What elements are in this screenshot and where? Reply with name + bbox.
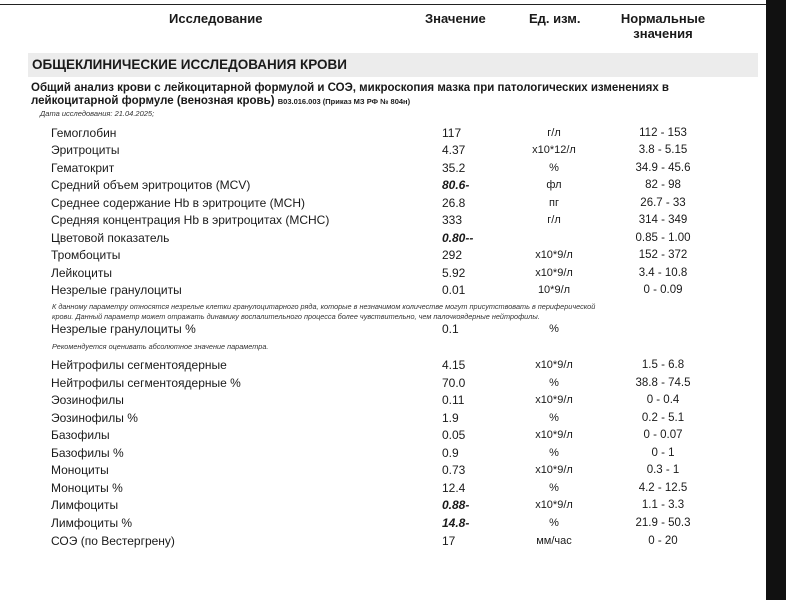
row-reference-range: 0.2 - 5.1 bbox=[641, 412, 685, 424]
row-unit: % bbox=[549, 482, 559, 494]
row-reference-range: 0.85 - 1.00 bbox=[635, 232, 691, 244]
panel-code: В03.016.003 (Приказ МЗ РФ № 804н) bbox=[277, 97, 411, 106]
row-test-name: Тромбоциты bbox=[51, 248, 121, 262]
row-unit: % bbox=[549, 412, 559, 424]
row-unit: % bbox=[549, 447, 559, 459]
row-test-name: Нейтрофилы сегментоядерные bbox=[51, 358, 227, 372]
row-value: 14.8- bbox=[442, 516, 470, 530]
row-value: 70.0 bbox=[442, 376, 466, 390]
table-row bbox=[28, 357, 760, 374]
row-unit: % bbox=[549, 323, 559, 335]
section-title: ОБЩЕКЛИНИЧЕСКИЕ ИССЛЕДОВАНИЯ КРОВИ bbox=[28, 53, 758, 77]
table-row bbox=[28, 375, 760, 392]
row-test-name: Лимфоциты bbox=[51, 498, 119, 512]
row-value: 26.8 bbox=[442, 196, 466, 210]
row-value: 117 bbox=[442, 126, 462, 140]
row-test-name: Нейтрофилы сегментоядерные % bbox=[51, 376, 241, 390]
row-test-name: Гематокрит bbox=[51, 161, 115, 175]
row-reference-range: 0 - 20 bbox=[648, 535, 678, 547]
row-unit: пг bbox=[549, 197, 559, 209]
table-row bbox=[28, 230, 760, 247]
row-test-name: Лейкоциты bbox=[51, 266, 113, 280]
row-value: 0.9 bbox=[442, 446, 459, 460]
row-reference-range: 0 - 1 bbox=[651, 447, 675, 459]
row-reference-range: 1.5 - 6.8 bbox=[641, 359, 685, 371]
row-test-name: СОЭ (по Вестергрену) bbox=[51, 534, 175, 548]
table-row bbox=[28, 212, 760, 229]
row-value: 5.92 bbox=[442, 266, 466, 280]
row-test-name: Незрелые гранулоциты % bbox=[51, 322, 196, 336]
note-absolute-value: Рекомендуется оценивать абсолютное значение параметра. bbox=[52, 342, 269, 351]
row-value: 0.88- bbox=[442, 498, 470, 512]
row-unit: % bbox=[549, 517, 559, 529]
row-value: 17 bbox=[442, 534, 456, 548]
row-value: 0.05 bbox=[442, 428, 466, 442]
row-test-name: Моноциты bbox=[51, 463, 109, 477]
row-unit: x10*9/л bbox=[535, 429, 573, 441]
row-reference-range: 82 - 98 bbox=[645, 179, 681, 191]
row-unit: x10*9/л bbox=[535, 359, 573, 371]
table-row bbox=[28, 480, 760, 497]
row-unit: 10*9/л bbox=[537, 284, 571, 296]
row-unit: фл bbox=[546, 179, 562, 191]
row-value: 1.9 bbox=[442, 411, 459, 425]
table-row bbox=[28, 497, 760, 514]
row-reference-range: 0 - 0.07 bbox=[643, 429, 683, 441]
table-row bbox=[28, 515, 760, 532]
row-reference-range: 0 - 0.4 bbox=[646, 394, 680, 406]
table-row bbox=[28, 177, 760, 194]
row-value: 333 bbox=[442, 213, 463, 227]
note-line: К данному параметру относятся незрелые клетки гранулоцитарного ряда, которые в незначимом количестве могут присутствовать в периферической bbox=[52, 302, 596, 311]
row-reference-range: 34.9 - 45.6 bbox=[635, 162, 691, 174]
row-unit: мм/час bbox=[536, 535, 572, 547]
column-header-unit: Ед. изм. bbox=[529, 11, 581, 26]
row-reference-range: 21.9 - 50.3 bbox=[635, 517, 691, 529]
row-value: 4.37 bbox=[442, 143, 466, 157]
row-value: 0.11 bbox=[442, 393, 465, 407]
row-reference-range: 1.1 - 3.3 bbox=[641, 499, 685, 511]
column-header-reference bbox=[618, 11, 708, 41]
table-row bbox=[28, 427, 760, 444]
row-test-name: Лимфоциты % bbox=[51, 516, 133, 530]
table-row bbox=[28, 160, 760, 177]
note-line: крови. Данный параметр может отражать динамику воспалительного процесса более чувствительно, чем палочкоядерные нейтрофилы. bbox=[52, 311, 540, 321]
row-test-name: Средний объем эритроцитов (MCV) bbox=[51, 178, 251, 192]
row-test-name: Эритроциты bbox=[51, 143, 120, 157]
row-value: 0.80-- bbox=[442, 231, 474, 245]
row-test-name: Незрелые гранулоциты bbox=[51, 283, 182, 297]
row-test-name: Гемоглобин bbox=[51, 126, 117, 140]
table-row bbox=[28, 321, 760, 338]
row-value: 292 bbox=[442, 248, 463, 262]
table-row bbox=[28, 125, 760, 142]
row-reference-range: 3.4 - 10.8 bbox=[638, 267, 688, 279]
row-unit: % bbox=[549, 162, 559, 174]
study-date: Дата исследования: 21.04.2025; bbox=[40, 109, 155, 118]
column-header-reference-line1: Нормальные bbox=[620, 11, 706, 26]
row-reference-range: 152 - 372 bbox=[638, 249, 688, 261]
row-unit: г/л bbox=[547, 214, 561, 226]
row-reference-range: 314 - 349 bbox=[638, 214, 688, 226]
row-unit: x10*9/л bbox=[535, 499, 573, 511]
row-reference-range: 3.8 - 5.15 bbox=[638, 144, 688, 156]
table-row bbox=[28, 462, 760, 479]
row-test-name: Базофилы bbox=[51, 428, 110, 442]
row-reference-range: 0 - 0.09 bbox=[643, 284, 683, 296]
row-value: 0.73 bbox=[442, 463, 466, 477]
row-test-name: Эозинофилы % bbox=[51, 411, 138, 425]
row-value: 0.1 bbox=[442, 322, 459, 336]
column-header-test: Исследование bbox=[169, 11, 263, 26]
table-row bbox=[28, 445, 760, 462]
row-value: 80.6- bbox=[442, 178, 470, 192]
row-test-name: Моноциты % bbox=[51, 481, 123, 495]
column-header-reference-line2: значения bbox=[633, 26, 693, 41]
table-row bbox=[28, 392, 760, 409]
row-test-name: Базофилы % bbox=[51, 446, 124, 460]
row-reference-range: 0.3 - 1 bbox=[646, 464, 680, 476]
row-unit: % bbox=[549, 377, 559, 389]
screen-edge bbox=[766, 0, 786, 600]
table-row bbox=[28, 282, 760, 299]
row-unit: x10*9/л bbox=[535, 464, 573, 476]
row-unit: x10*9/л bbox=[535, 249, 573, 261]
row-value: 4.15 bbox=[442, 358, 466, 372]
row-test-name: Цветовой показатель bbox=[51, 231, 170, 245]
row-test-name: Эозинофилы bbox=[51, 393, 124, 407]
lab-report-page bbox=[28, 0, 760, 600]
row-unit: x10*12/л bbox=[532, 144, 576, 156]
note-immature-granulocytes bbox=[52, 302, 752, 321]
row-unit: x10*9/л bbox=[535, 267, 573, 279]
row-reference-range: 112 - 153 bbox=[639, 127, 687, 139]
row-value: 0.01 bbox=[442, 283, 466, 297]
table-row bbox=[28, 142, 760, 159]
row-value: 12.4 bbox=[442, 481, 466, 495]
row-unit: x10*9/л bbox=[535, 394, 573, 406]
row-reference-range: 4.2 - 12.5 bbox=[638, 482, 688, 494]
table-row bbox=[28, 533, 760, 550]
row-unit: г/л bbox=[547, 127, 561, 139]
panel-title-text: Общий анализ крови с лейкоцитарной формулой и СОЭ, микроскопия мазка при патологических изменениях в лейкоцитарной формуле (венозная кровь) bbox=[31, 82, 669, 107]
row-test-name: Среднее содержание Hb в эритроците (MCH) bbox=[51, 196, 305, 210]
column-header-value: Значение bbox=[425, 11, 486, 26]
row-value: 35.2 bbox=[442, 161, 466, 175]
table-row bbox=[28, 195, 760, 212]
row-reference-range: 38.8 - 74.5 bbox=[635, 377, 691, 389]
table-row bbox=[28, 410, 760, 427]
table-row bbox=[28, 247, 760, 264]
table-row bbox=[28, 265, 760, 282]
row-reference-range: 26.7 - 33 bbox=[640, 197, 686, 209]
row-test-name: Средняя концентрация Hb в эритроцитах (MCHC) bbox=[51, 213, 330, 227]
panel-title bbox=[31, 82, 736, 108]
